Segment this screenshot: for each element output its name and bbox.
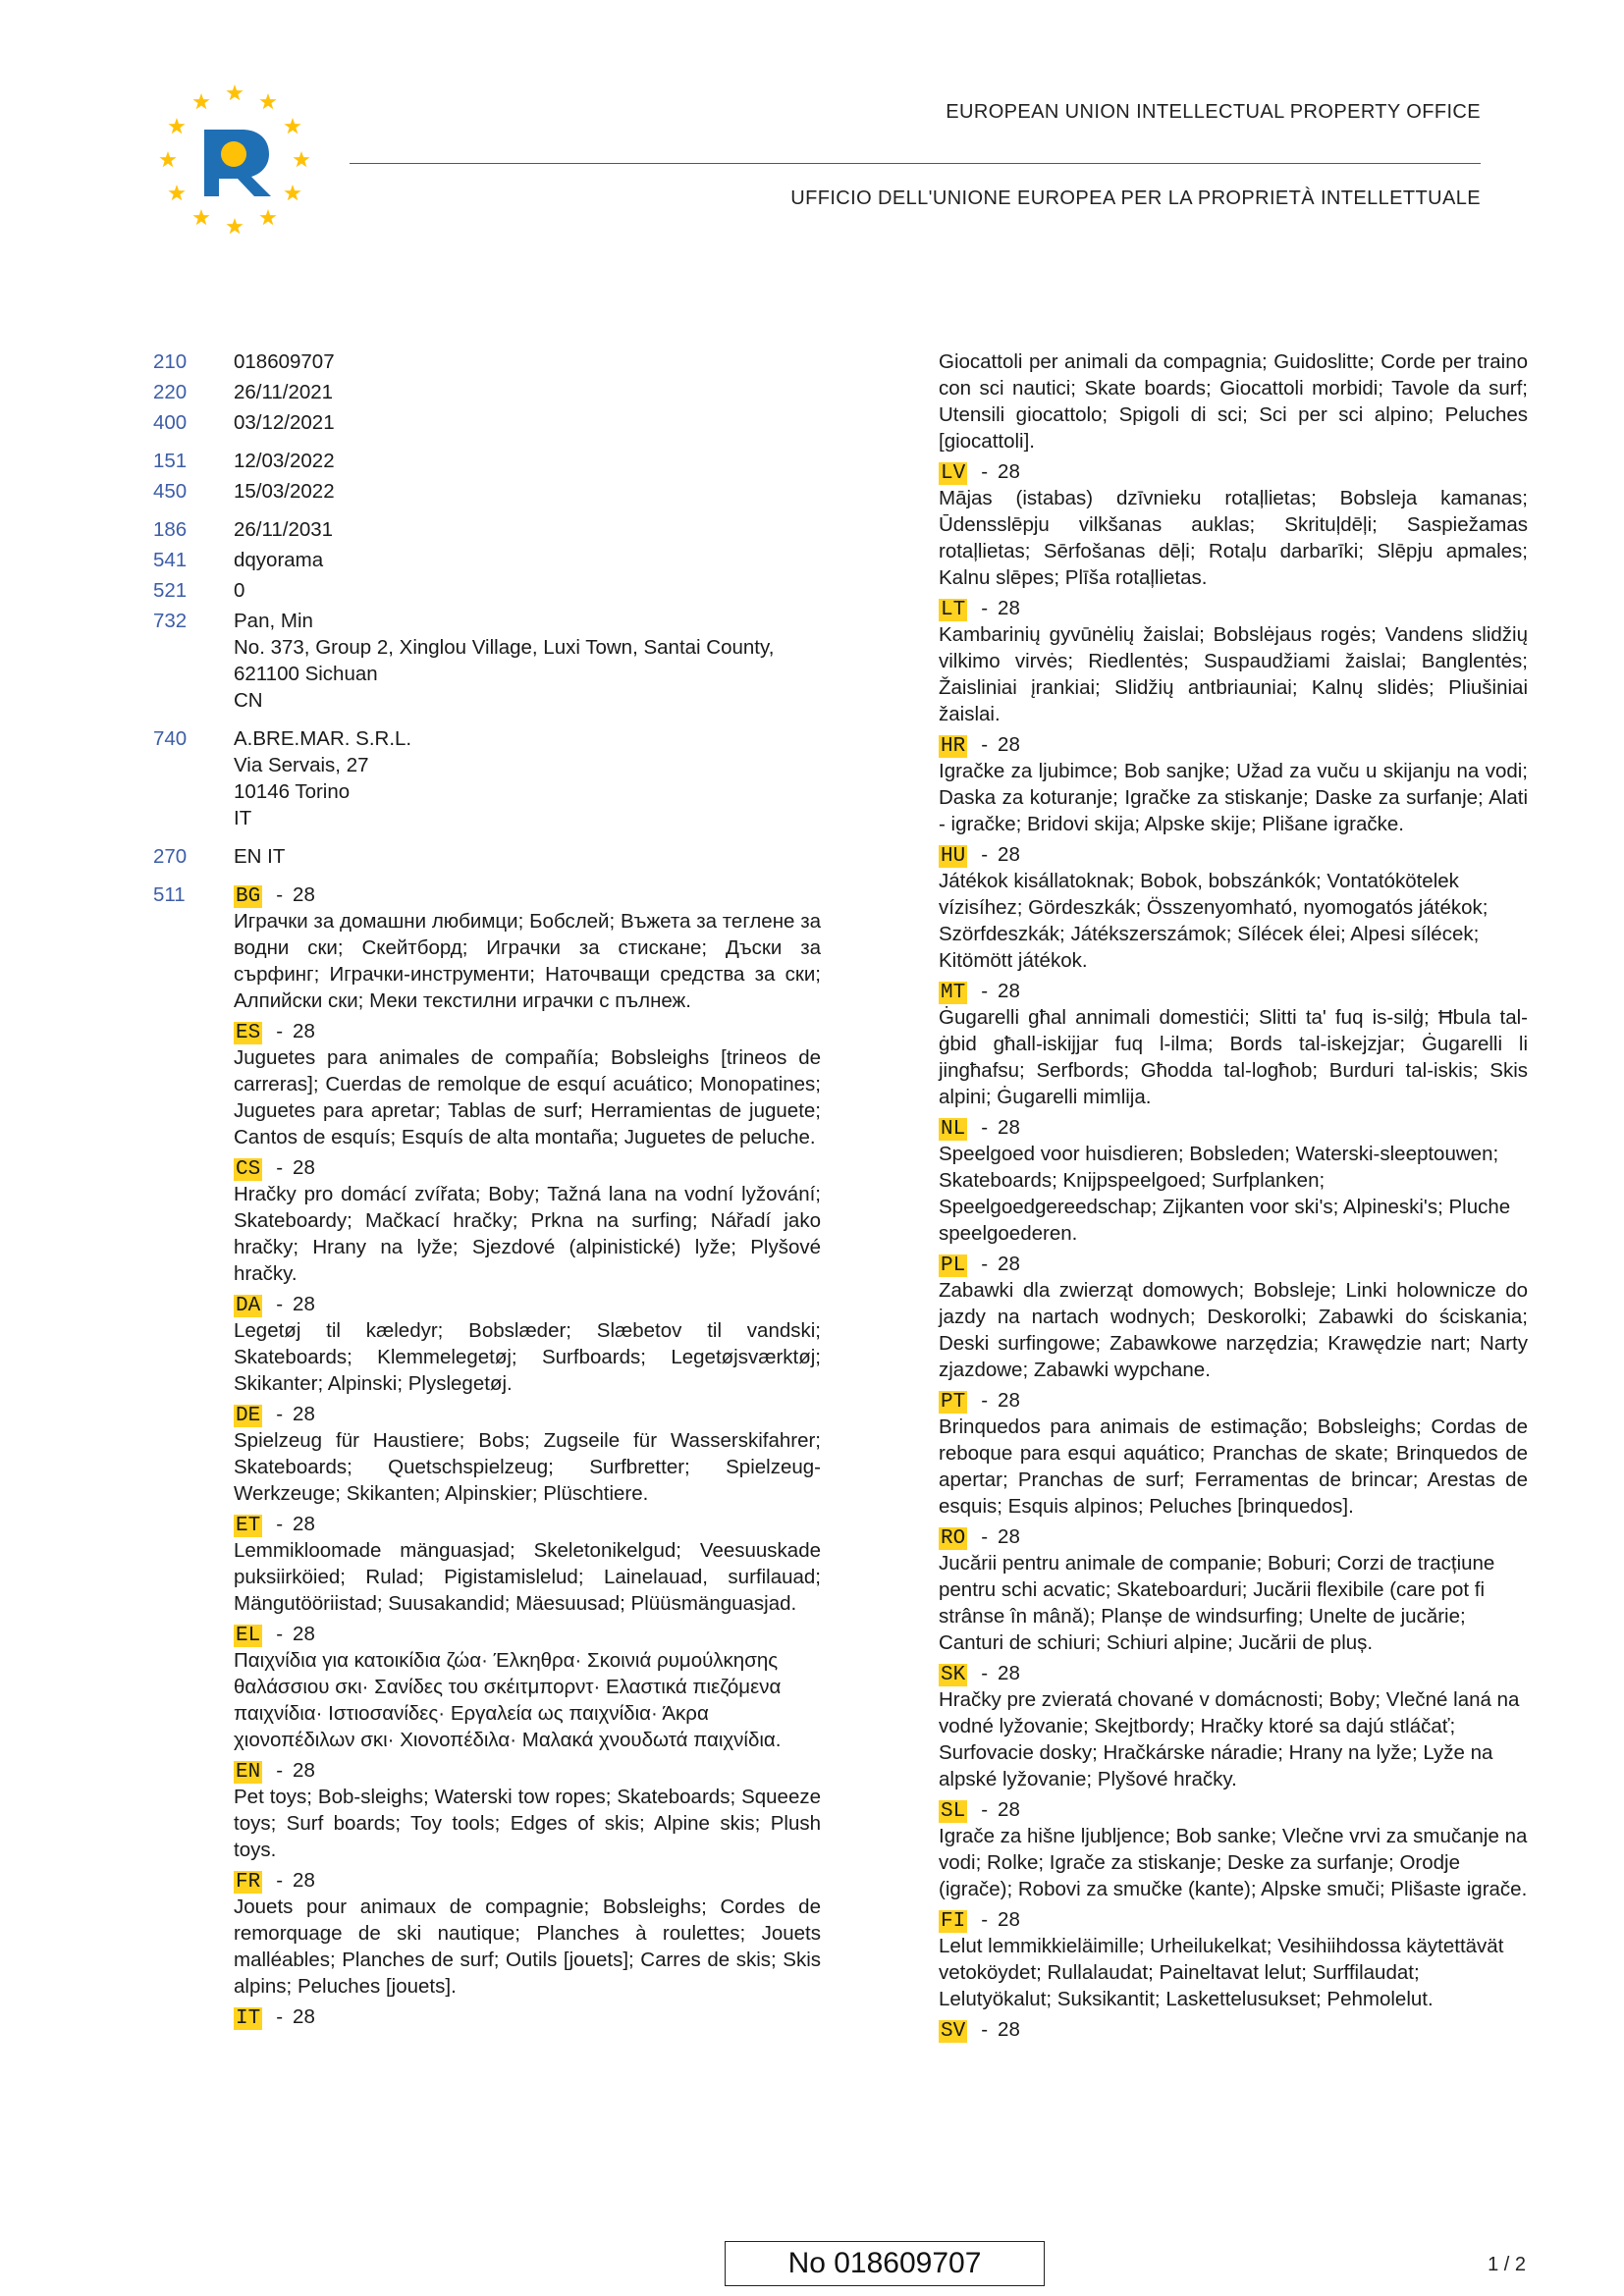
field-code: 220: [153, 381, 188, 403]
lang-block-mt: [939, 978, 1528, 1110]
goods-list-left: [234, 881, 821, 2034]
class-number: 28: [998, 1389, 1020, 1412]
lang-block-lv: [939, 458, 1528, 591]
field-511: [153, 881, 821, 2034]
dash: -: [981, 733, 989, 756]
class-number: 28: [293, 1293, 315, 1315]
dash: -: [981, 2018, 989, 2041]
class-number: 28: [998, 2018, 1020, 2041]
class-number: 28: [998, 1525, 1020, 1548]
dash: -: [981, 980, 989, 1002]
dash: -: [981, 1798, 989, 1821]
lang-tag: PT: [941, 1391, 966, 1414]
field-value: 15/03/2022: [234, 480, 335, 503]
lang-block-et: [234, 1511, 821, 1617]
lang-block-es: [234, 1018, 821, 1150]
goods-text: Hračky pre zvieratá chované v domácnosti; Boby; Vlečné laná na vodné lyžovanie; Skejtbordy; Hračky ktoré sa dajú stláčať; Surfovacie dosky; Hračkárske náradie; Hrany na lyže; Lyže na alpské lyžovanie; Plyšové hračky.: [939, 1688, 1520, 1790]
lang-tag: IT: [236, 2007, 261, 2030]
goods-text: Pet toys; Bob-sleighs; Waterski tow ropes; Skateboards; Squeeze toys; Surf boards; Toy tools; Edges of skis; Alpine skis; Plush toys.: [234, 1786, 821, 1861]
lang-tag: FI: [941, 1910, 966, 1933]
lang-tag: EN: [236, 1761, 261, 1784]
page-number: 1 / 2: [1488, 2254, 1526, 2275]
goods-text: Zabawki dla zwierząt domowych; Bobsleje; Linki holownicze do jazdy na nartach wodnych; Deskorolki; Zabawki do ściskania; Deski surfingowe; Zabawkowe narzędzia; Krawędzie nart; Narty zjazdowe; Zabawki wypchane.: [939, 1279, 1528, 1381]
class-number: 28: [293, 1623, 315, 1645]
dash: -: [981, 460, 989, 483]
representative-address: Via Servais, 27: [234, 754, 369, 776]
field-450: [153, 478, 821, 505]
goods-text: Legetøj til kæledyr; Bobslæder; Slæbetov til vandski; Skateboards; Klemmelegetøj; Surfboards; Legetøjsværktøj; Skikanter; Alpinski; Plyslegetøj.: [234, 1319, 821, 1395]
field-541: [153, 547, 821, 573]
field-value: dqyorama: [234, 549, 324, 571]
lang-tag: MT: [941, 982, 966, 1004]
lang-tag: ES: [236, 1022, 261, 1044]
goods-text: Spielzeug für Haustiere; Bobs; Zugseile für Wasserskifahrer; Skateboards; Quetschspielzeug; Surfbretter; Spielzeug-Werkzeuge; Skikanten; Alpinskier; Plüschtiere.: [234, 1429, 821, 1505]
dash: -: [276, 1156, 284, 1179]
lang-tag: HR: [941, 735, 966, 758]
lang-block-sl: [939, 1796, 1528, 1902]
lang-block-nl: [939, 1114, 1528, 1247]
dash: -: [276, 1513, 284, 1535]
dash: -: [276, 883, 284, 906]
goods-text: Speelgoed voor huisdieren; Bobsleden; Waterski-sleeptouwen; Skateboards; Knijpspeelgoed; Surfplanken; Speelgoedgereedschap; Zijkanten voor ski's; Alpineski's; Pluche speelgoederen.: [939, 1143, 1511, 1245]
goods-text: Giocattoli per animali da compagnia; Guidoslitte; Corde per traino con sci nautici; Skate boards; Giocattoli morbidi; Tavole da surf; Utensili giocattolo; Spigoli di sci; Sci per sci alpino; Peluches [giocattoli].: [939, 350, 1528, 453]
goods-text: Igračke za ljubimce; Bob sanjke; Užad za vuču u skijanju na vodi; Daska za koturanje; Igračke za stiskanje; Daske za surfanje; Alati - igračke; Bridovi skija; Alpske skije; Plišane igračke.: [939, 760, 1528, 835]
dash: -: [981, 597, 989, 619]
field-521: [153, 577, 821, 604]
field-value: 26/11/2021: [234, 381, 334, 403]
dash: -: [981, 843, 989, 866]
class-number: 28: [998, 980, 1020, 1002]
field-code: 521: [153, 579, 188, 602]
dash: -: [981, 1116, 989, 1139]
lang-block-fi: [939, 1906, 1528, 2012]
lang-block-da: [234, 1291, 821, 1397]
lang-block-bg: [234, 881, 821, 1014]
representative-postal: 10146 Torino: [234, 780, 351, 803]
goods-text: Brinquedos para animais de estimação; Bobsleighs; Cordas de reboque para esqui aquático; Pranchas de skate; Brinquedos de apertar; Pranchas de surf; Ferramentas de brincar; Arestas de esquis; Esquis alpinos; Peluches [brinquedos].: [939, 1415, 1528, 1518]
lang-block-ro: [939, 1523, 1528, 1656]
class-number: 28: [998, 1116, 1020, 1139]
lang-block-hu: [939, 841, 1528, 974]
goods-text: Hračky pro domácí zvířata; Boby; Tažná lana na vodní lyžování; Skateboardy; Mačkací hračky; Prkna na surfing; Nářadí jako hračky; Hrany na lyže; Sjezdové (alpinistické) lyže; Plyšové hračky.: [234, 1183, 821, 1285]
field-186: [153, 516, 821, 543]
field-value: EN IT: [234, 845, 286, 868]
field-code: 732: [153, 610, 188, 632]
lang-tag: FR: [236, 1871, 261, 1894]
field-code: 450: [153, 480, 188, 503]
class-number: 28: [998, 1908, 1020, 1931]
field-value: 018609707: [234, 350, 335, 373]
field-151: [153, 448, 821, 474]
goods-text: Játékok kisállatoknak; Bobok, bobszánkók; Vontatókötelek vízisíhez; Gördeszkák; Összenyomható, nyomogatós játékok; Szörfdeszkák; Játékszerszámok; Sílécek élei; Alpesi sílécek; Kitömött játékok.: [939, 870, 1489, 972]
dash: -: [981, 1662, 989, 1684]
dash: -: [276, 1869, 284, 1892]
goods-text: Lelut lemmikkieläimille; Urheilukelkat; Vesihiihdossa käytettävät vetoköydet; Rullalaudat; Paineltavat lelut; Surffilaudat; Lelutyökalut; Suksikantit; Laskettelusukset; Pehmolelut.: [939, 1935, 1504, 2010]
applicant-address: No. 373, Group 2, Xinglou Village, Luxi Town, Santai County,: [234, 636, 775, 659]
field-732: [153, 608, 821, 714]
lang-tag: NL: [941, 1118, 966, 1141]
dash: -: [981, 1525, 989, 1548]
field-400: [153, 409, 821, 436]
field-value: 26/11/2031: [234, 518, 334, 541]
lang-tag: BG: [236, 885, 261, 908]
dash: -: [276, 2005, 284, 2028]
class-number: 28: [293, 1759, 315, 1782]
office-name-en: EUROPEAN UNION INTELLECTUAL PROPERTY OFFICE: [946, 101, 1481, 123]
lang-block-pt: [939, 1387, 1528, 1520]
goods-text: Jucării pentru animale de companie; Boburi; Corzi de tracțiune pentru schi acvatic; Skateboarduri; Jucării flexibile (care pot fi strânse în mână); Planșe de windsurfing; Unelte de jucărie; Canturi de schiuri; Schiuri alpine; Jucării de pluș.: [939, 1552, 1495, 1654]
lang-block-fr: [234, 1867, 821, 2000]
lang-tag: LT: [941, 599, 966, 621]
lang-block-sk: [939, 1660, 1528, 1792]
field-value: 03/12/2021: [234, 411, 335, 434]
representative-block: [234, 725, 821, 831]
dash: -: [276, 1403, 284, 1425]
goods-text: Jouets pour animaux de compagnie; Bobsleighs; Cordes de remorquage de ski nautique; Planches à roulettes; Jouets malléables; Planches de surf; Outils [jouets]; Carres de skis; Skis alpins; Peluches [jouets].: [234, 1896, 821, 1998]
field-code: 270: [153, 845, 188, 868]
lang-block-el: [234, 1621, 821, 1753]
office-name-it: UFFICIO DELL'UNIONE EUROPEA PER LA PROPRIETÀ INTELLETTUALE: [790, 187, 1481, 209]
field-value: 12/03/2022: [234, 450, 335, 472]
lang-block-pl: [939, 1251, 1528, 1383]
lang-block-it: [234, 2003, 821, 2030]
field-code: 186: [153, 518, 188, 541]
registered-r-icon: [204, 130, 271, 196]
goods-text: Igrače za hišne ljubljence; Bob sanke; Vlečne vrvi za smučanje na vodi; Rolke; Igrače za stiskanje; Deske za surfanje; Orodje (igrače); Robovi za smučke (kante); Alpske smuči; Plišaste igrače.: [939, 1825, 1528, 1900]
class-number: 28: [293, 1020, 315, 1042]
class-number: 28: [293, 1513, 315, 1535]
applicant-country: CN: [234, 689, 263, 712]
class-number: 28: [293, 1403, 315, 1425]
left-column: [153, 348, 821, 2034]
goods-text: Lemmikloomade mänguasjad; Skeletonikelgud; Veesuuskade puksiirköied; Rulad; Pigistamislelud; Lainelauad, surfilauad; Mängutööriistad; Suusakandid; Mäesuusad; Plüüsmänguasjad.: [234, 1539, 821, 1615]
lang-block-sv: [939, 2016, 1528, 2043]
lang-tag: SL: [941, 1800, 966, 1823]
right-column: [939, 348, 1528, 2047]
class-number: 28: [293, 2005, 315, 2028]
class-number: 28: [998, 1662, 1020, 1684]
lang-block-de: [234, 1401, 821, 1507]
header-divider: [350, 163, 1481, 164]
lang-tag: DA: [236, 1295, 261, 1317]
lang-tag: CS: [236, 1158, 261, 1181]
lang-tag: SK: [941, 1664, 966, 1686]
lang-block-hr: [939, 731, 1528, 837]
lang-block-cs: [234, 1154, 821, 1287]
lang-tag: ET: [236, 1515, 261, 1537]
lang-tag: LV: [941, 462, 966, 485]
field-code: 740: [153, 727, 188, 750]
lang-tag: SV: [941, 2020, 966, 2043]
lang-block-en: [234, 1757, 821, 1863]
class-number: 28: [293, 1156, 315, 1179]
dash: -: [981, 1389, 989, 1412]
goods-text: Mājas (istabas) dzīvnieku rotaļlietas; Bobsleja kamanas; Ūdensslēpju vilkšanas auklas; Skrituļdēļi; Saspiežamas rotaļlietas; Sērfošanas dēļi; Rotaļu darbarīki; Slēpju apmales; Kalnu slēpes; Plīša rotaļlietas.: [939, 487, 1528, 589]
dash: -: [981, 1253, 989, 1275]
dash: -: [276, 1623, 284, 1645]
applicant-name: Pan, Min: [234, 610, 313, 632]
lang-tag: EL: [236, 1625, 261, 1647]
lang-tag: PL: [941, 1255, 966, 1277]
dash: -: [276, 1759, 284, 1782]
applicant-block: [234, 608, 821, 714]
field-210: [153, 348, 821, 375]
class-number: 28: [998, 733, 1020, 756]
registration-number-box: No 018609707: [725, 2241, 1045, 2286]
field-code: 511: [153, 883, 186, 906]
field-code: 210: [153, 350, 188, 373]
euipo-logo: [155, 80, 314, 240]
class-number: 28: [998, 843, 1020, 866]
applicant-postal: 621100 Sichuan: [234, 663, 378, 685]
field-value: 0: [234, 579, 245, 602]
representative-country: IT: [234, 807, 252, 829]
field-220: [153, 379, 821, 405]
class-number: 28: [998, 1798, 1020, 1821]
goods-text: Kambarinių gyvūnėlių žaislai; Bobslėjaus rogės; Vandens slidžių vilkimo virvės; Riedlentės; Suspaudžiami žaislai; Banglentės; Žaisliniai įrankiai; Slidžių antbriauniai; Kalnų slidės; Pliušiniai žaislai.: [939, 623, 1528, 725]
field-code: 541: [153, 549, 188, 571]
class-number: 28: [293, 1869, 315, 1892]
lang-block-lt: [939, 595, 1528, 727]
representative-name: A.BRE.MAR. S.R.L.: [234, 727, 412, 750]
lang-tag: DE: [236, 1405, 261, 1427]
goods-text: Juguetes para animales de compañía; Bobsleighs [trineos de carreras]; Cuerdas de remolque de esquí acuático; Monopatines; Juguetes para apretar; Tablas de surf; Herramientas de juguete; Cantos de esquís; Esquís de alta montaña; Juguetes de peluche.: [234, 1046, 821, 1148]
dash: -: [276, 1020, 284, 1042]
field-270: [153, 843, 821, 870]
goods-text: Ġugarelli għal annimali domestiċi; Slitti ta' fuq is-silġ; Ħbula tal-ġbid għall-iskijjar fuq l-ilma; Bords tal-iskejzjar; Ġugarelli li jingħafsu; Serfbords; Għodda tal-logħob; Burduri tal-iskis; Skis alpini; Ġugarelli mimlija.: [939, 1006, 1528, 1108]
class-number: 28: [998, 460, 1020, 483]
goods-text: Παιχνίδια για κατοικίδια ζώα· Έλκηθρα· Σκοινιά ρυμούλκησης θαλάσσιου σκι· Σανίδες του σκέιτμπορντ· Ελαστικά πιεζόμενα παιχνίδια· Ιστιοσανίδες· Εργαλεία ως παιχνίδια· Άκρα χιονοπέδιλων σκι· Χιονοπέδιλα· Μαλακά χνουδωτά παιχνίδια.: [234, 1649, 782, 1751]
field-code: 400: [153, 411, 188, 434]
field-code: 151: [153, 450, 188, 472]
dash: -: [981, 1908, 989, 1931]
field-740: [153, 725, 821, 831]
goods-text: Играчки за домашни любимци; Бобслей; Въжета за теглене за водни ски; Скейтборд; Играчки за стискане; Дъски за сърфинг; Играчки-инструменти; Наточващи средства за ски; Алпийски ски; Меки текстилни играчки с пълнеж.: [234, 910, 821, 1012]
lang-tag: HU: [941, 845, 966, 868]
dash: -: [276, 1293, 284, 1315]
lang-block-it-continued: [939, 348, 1528, 454]
lang-tag: RO: [941, 1527, 966, 1550]
class-number: 28: [293, 883, 315, 906]
class-number: 28: [998, 597, 1020, 619]
class-number: 28: [998, 1253, 1020, 1275]
